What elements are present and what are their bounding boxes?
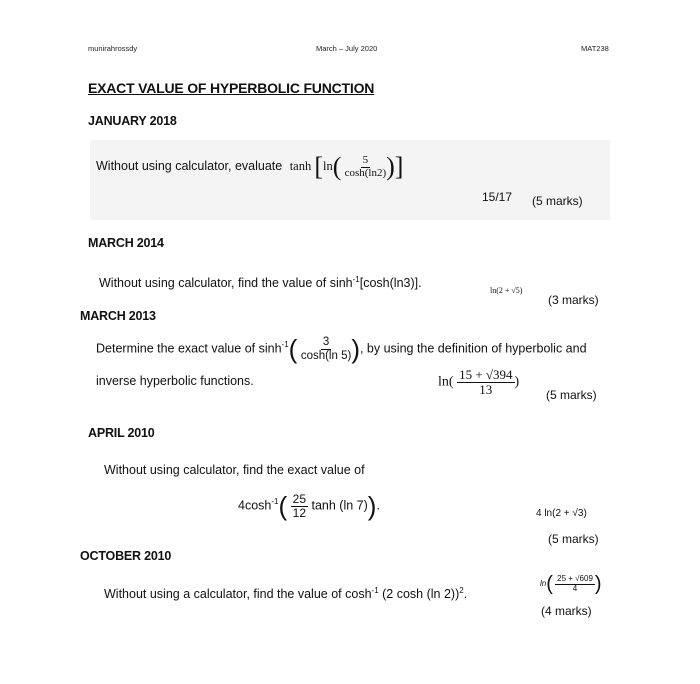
expression-apr2010: $4\cosh^{-1}$( $\frac{25}{12}$ tanh (ln 7)). (238, 491, 380, 522)
answer-oct2010: ln( $\frac{25 + √609}{4}$ ) (540, 573, 602, 595)
question-oct2010: Without using a calculator, find the value of $\cosh^{-1} (2$ cosh (ln 2))$^2$. (104, 586, 468, 602)
section-heading-apr2010: APRIL 2010 (88, 426, 155, 440)
fraction-mar2013: $\frac{3}{\cosh(\ln 5)}$ (300, 336, 352, 362)
answer-mar2014: ln(2 + √5) (490, 286, 523, 295)
question-mar2013-continued: inverse hyperbolic functions. (96, 374, 254, 388)
answer-apr2010: 4 ln(2 + √3) (536, 508, 587, 519)
answer-mar2013: ln( $\frac{15 + √394}{13}$ ) (438, 367, 520, 397)
header-period: March – July 2020 (316, 44, 378, 53)
fraction-jan2018: $\frac{5}{\cosh(\ln 2)}$ (344, 153, 387, 179)
marks-mar2014: (3 marks) (548, 293, 599, 307)
marks-jan2018: (5 marks) (532, 194, 583, 208)
question-mar2014: Without using calculator, find the value of $\sinh^{-1}[\cosh(\ln 3)]$. (99, 275, 422, 291)
marks-apr2010: (5 marks) (548, 532, 599, 546)
question-jan2018: Without using calculator, evaluate tanh [ln( $\frac{5}{\cosh(\ln 2)}$ )] (96, 152, 404, 181)
section-heading-oct2010: OCTOBER 2010 (80, 549, 172, 563)
page-title: EXACT VALUE OF HYPERBOLIC FUNCTION (88, 80, 375, 96)
question-mar2013: Determine the exact value of $\sinh^{-1}$( $\frac{3}{\cosh(\ln 5)}$ ), by using the definition of hyperbolic and (96, 334, 587, 364)
question-shade-jan2018 (90, 140, 610, 220)
header-course: MAT238 (581, 44, 609, 53)
question-apr2010: Without using calculator, find the exact value of (104, 463, 365, 477)
section-heading-mar2014: MARCH 2014 (88, 236, 164, 250)
fraction-apr2010: $\frac{25}{12}$ (292, 492, 306, 520)
section-heading-mar2013: MARCH 2013 (80, 309, 156, 323)
section-heading-jan2018: JANUARY 2018 (88, 114, 177, 128)
marks-mar2013: (5 marks) (546, 388, 597, 402)
answer-jan2018: 15/17 (482, 190, 513, 204)
marks-oct2010: (4 marks) (541, 604, 592, 618)
header-author: munirahrossdy (88, 44, 138, 53)
